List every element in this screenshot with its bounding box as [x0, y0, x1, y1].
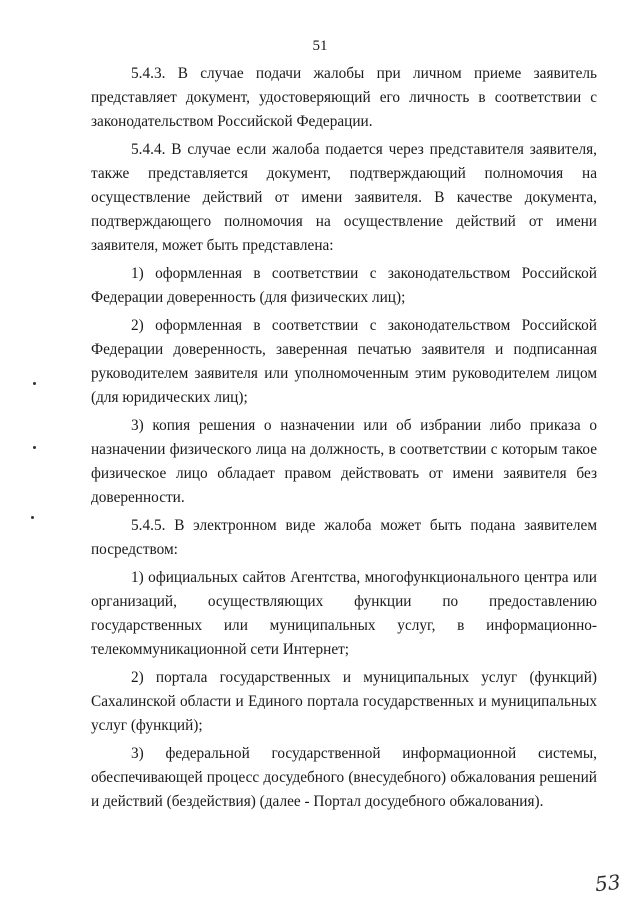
- paragraph-item-2-portal: 2) портала государственных и муниципальных услуг (функций) Сахалинской области и Единого портала государственных и муниципальных услуг (функций);: [91, 669, 597, 734]
- scan-speck: [33, 446, 36, 449]
- scan-speck: [31, 516, 34, 519]
- page-number: 51: [312, 38, 328, 54]
- paragraph-item-3-federal-system: 3) федеральной государственной информационной системы, обеспечивающей процесс досудебного (внесудебного) обжалования решений и действий (бездействия) (далее - Портал досудебного обжалования).: [91, 745, 597, 810]
- paragraph-item-1-individuals: 1) оформленная в соответствии с законодательством Российской Федерации доверенность (для физических лиц);: [91, 265, 597, 306]
- paragraph-5-4-3: 5.4.3. В случае подачи жалобы при личном приеме заявитель представляет документ, удостоверяющий его личность в соответствии с законодательством Российской Федерации.: [91, 65, 597, 130]
- paragraph-item-1-websites: 1) официальных сайтов Агентства, многофункционального центра или организаций, осуществляющих функции по предоставлению государственных или муниципальных услуг, в информационно-телекоммуникационной сети Интернет;: [91, 569, 597, 658]
- document-body: [91, 62, 597, 818]
- paragraph-5-4-5: 5.4.5. В электронном виде жалоба может быть подана заявителем посредством:: [91, 517, 597, 558]
- paragraph-5-4-4: 5.4.4. В случае если жалоба подается через представителя заявителя, также представляется документ, подтверждающий полномочия на осуществление действий от имени заявителя. В качестве документа, подтверждающего полномочия на осуществление действий от имени заявителя, может быть представлена:: [91, 141, 597, 254]
- handwritten-page-number: 53: [593, 869, 622, 897]
- scan-speck: [33, 382, 36, 385]
- paragraph-item-2-legal-entities: 2) оформленная в соответствии с законодательством Российской Федерации доверенность, заверенная печатью заявителя и подписанная руководителем заявителя или уполномоченным этим руководителем лицом (для юридических лиц);: [91, 317, 597, 406]
- paragraph-item-3-appointment: 3) копия решения о назначении или об избрании либо приказа о назначении физического лица на должность, в соответствии с которым такое физическое лицо обладает правом действовать от имени заявителя без доверенности.: [91, 417, 597, 506]
